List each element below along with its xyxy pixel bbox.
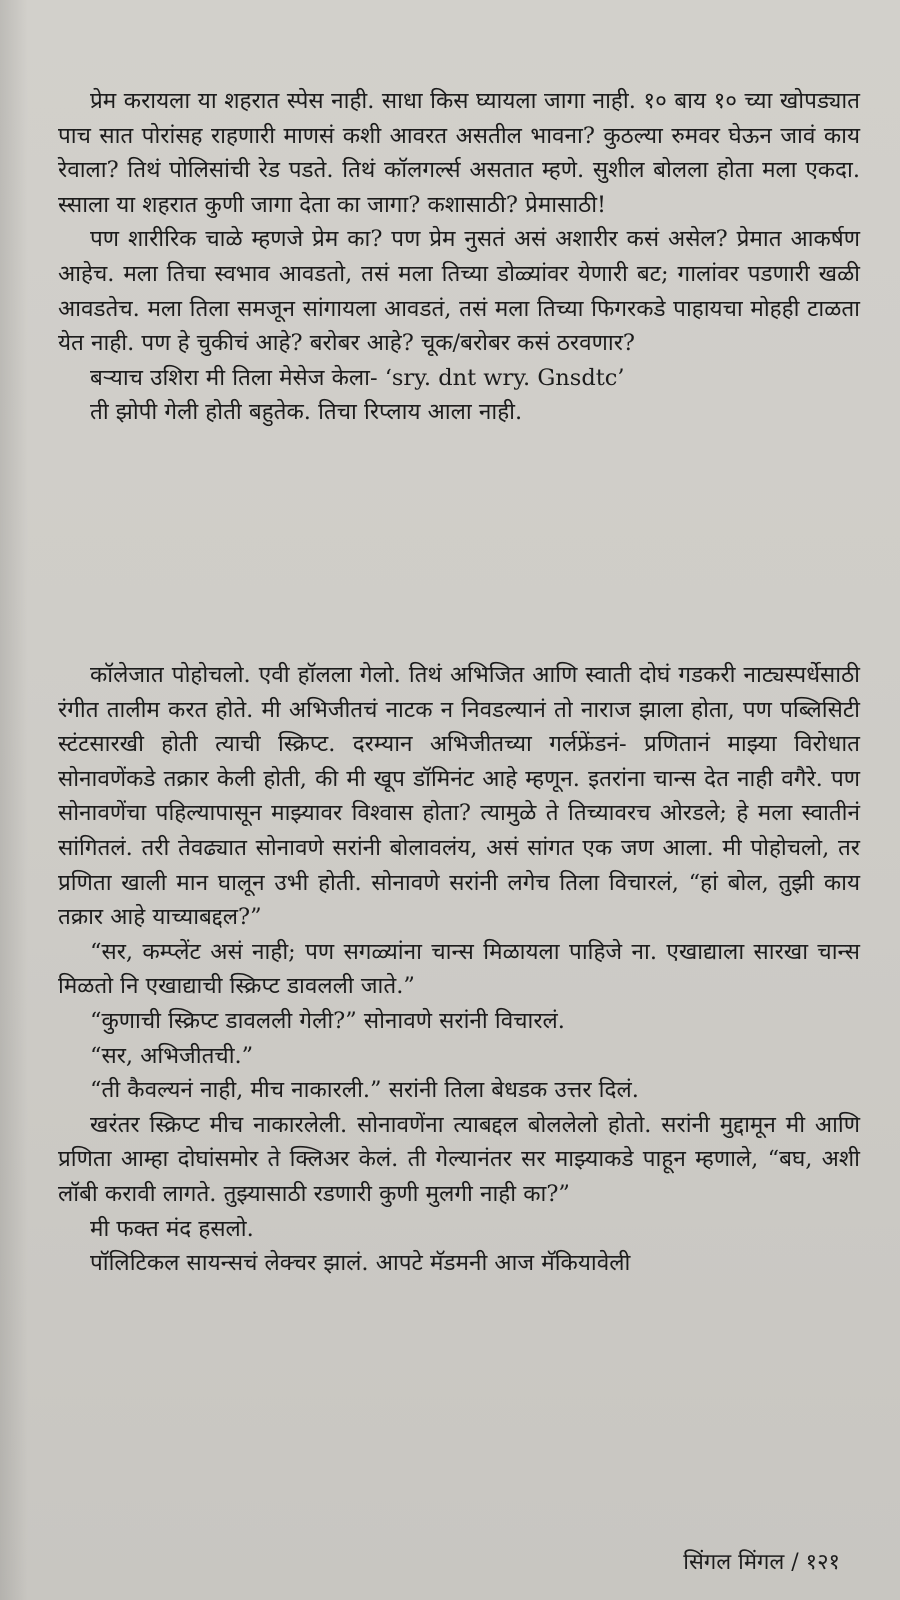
paragraph-4: ती झोपी गेली होती बहुतेक. तिचा रिप्लाय आला नाही.	[90, 399, 523, 426]
paragraph-9: “ती कैवल्यनं नाही, मीच नाकारली.” सरांनी तिला बेधडक उत्तर दिलं.	[90, 1077, 639, 1104]
paragraph-12: पॉलिटिकल सायन्सचं लेक्चर झालं. आपटे मॅडमनी आज मॅकियावेली	[90, 1250, 631, 1277]
paragraph-3: बऱ्याच उशिरा मी तिला मेसेज केला- ‘sry. dnt wry. Gnsdtc’	[90, 364, 625, 391]
paragraph-11: मी फक्त मंद हसलो.	[90, 1215, 254, 1242]
paragraph-7: “कुणाची स्क्रिप्ट डावलली गेली?” सोनावणे सरांनी विचारलं.	[90, 1007, 565, 1034]
text-section-1	[58, 84, 860, 430]
text-section-2	[58, 658, 860, 1281]
paragraph-10: खरंतर स्क्रिप्ट मीच नाकारलेली. सोनावणेंना त्याबद्दल बोललेलो होतो. सरांनी मुद्दामून मी आणि प्रणिता आम्हा दोघांसमोर ते क्लिअर केलं. ती गेल्यानंतर सर माझ्याकडे पाहून म्हणाले, “बघ, अशी लॉबी करावी लागते. तुझ्यासाठी रडणारी कुणी मुलगी नाही का?”	[58, 1111, 860, 1207]
paragraph-6: “सर, कम्प्लेंट असं नाही; पण सगळ्यांना चान्स मिळायला पाहिजे ना. एखाद्याला सारखा चान्स मिळतो नि एखाद्याची स्क्रिप्ट डावलली जाते.”	[58, 938, 860, 1000]
page-footer: सिंगल मिंगल / १२१	[683, 1550, 840, 1575]
paragraph-5: कॉलेजात पोहोचलो. एवी हॉलला गेलो. तिथं अभिजित आणि स्वाती दोघं गडकरी नाट्यस्पर्धेसाठी रंगीत तालीम करत होते. मी अभिजीतचं नाटक न निवडल्यानं तो नाराज झाला होता, पण पब्लिसिटी स्टंटसारखी होती त्याची स्क्रिप्ट. दरम्यान अभिजीतच्या गर्लफ्रेंडनं- प्रणितानं माझ्या विरोधात सोनावणेंकडे तक्रार केली होती, की मी खूप डॉमिनंट आहे म्हणून. इतरांना चान्स देत नाही वगैरे. पण सोनावणेंचा पहिल्यापासून माझ्यावर विश्वास होता? त्यामुळे ते तिच्यावरच ओरडले; हे मला स्वातीनं सांगितलं. तरी तेवढ्यात सोनावणे सरांनी बोलावलंय, असं सांगत एक जण आला. मी पोहोचलो, तर प्रणिता खाली मान घालून उभी होती. सोनावणे सरांनी लगेच तिला विचारलं, “हां बोल, तुझी काय तक्रार आहे याच्याबद्दल?”	[58, 662, 861, 931]
paragraph-8: “सर, अभिजीतची.”	[90, 1042, 254, 1069]
paragraph-1: प्रेम करायला या शहरात स्पेस नाही. साधा किस घ्यायला जागा नाही. १० बाय १० च्या खोपड्यात पाच सात पोरांसह राहणारी माणसं कशी आवरत असतील भावना? कुठल्या रुमवर घेऊन जावं काय रेवाला? तिथं पोलिसांची रेड पडते. तिथं कॉलगर्ल्स असतात म्हणे. सुशील बोलला होता मला एकदा. स्साला या शहरात कुणी जागा देता का जागा? कशासाठी? प्रेमासाठी!	[58, 88, 860, 218]
spine-shadow	[0, 0, 28, 1600]
paragraph-2: पण शारीरिक चाळे म्हणजे प्रेम का? पण प्रेम नुसतं असं अशारीर कसं असेल? प्रेमात आकर्षण आहेच. मला तिचा स्वभाव आवडतो, तसं मला तिच्या डोळ्यांवर येणारी बट; गालांवर पडणारी खळी आवडतेच. मला तिला समजून सांगायला आवडतं, तसं मला तिच्या फिगरकडे पाहायचा मोहही टाळता येत नाही. पण हे चुकीचं आहे? बरोबर आहे? चूक/बरोबर कसं ठरवणार?	[58, 226, 860, 357]
